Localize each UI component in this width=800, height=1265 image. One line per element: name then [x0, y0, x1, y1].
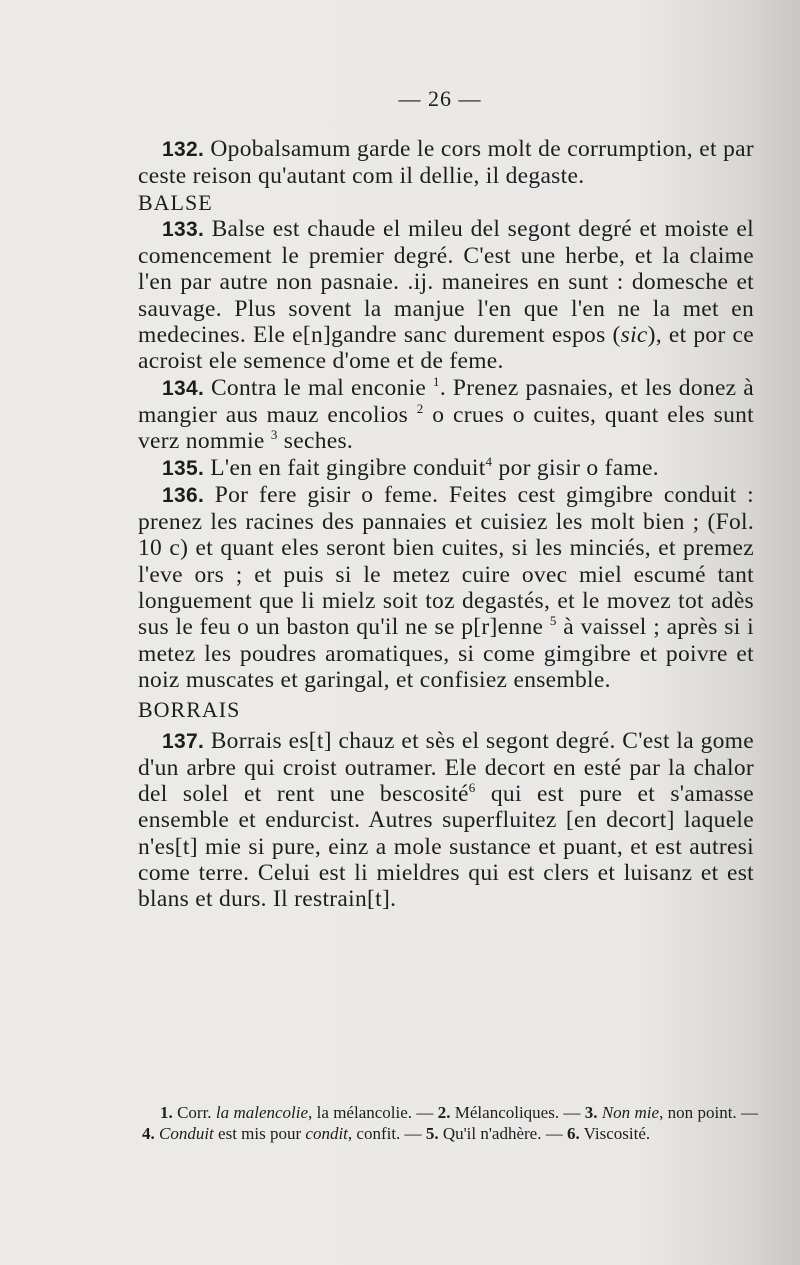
entry-text: seches. [277, 428, 354, 455]
footnote-number: 4. [142, 1124, 155, 1143]
footnote-number: 1. [160, 1103, 173, 1122]
section-heading-borrais: BORRAIS [138, 697, 241, 723]
footnote-number: 2. [437, 1103, 451, 1122]
footnote-text: , non point. — [659, 1103, 758, 1122]
footnote-italic: Conduit [159, 1124, 214, 1143]
section-heading-balse: BALSE [138, 189, 213, 215]
entry-number: 137. [162, 729, 205, 753]
entry-135 [138, 455, 754, 482]
entry-text: . Prenez pasnaies, et les donez à mangier aus mauz encolios [138, 374, 755, 428]
footnotes [142, 1102, 758, 1144]
entry-text: Por fere gisir o feme. Feites cest gimgibre conduit : prenez les racines des pannaies et cuisiez les molt bien ; (Fol. 10 c) et quant eles seront bien cuites, si les minciés, et premez l'eve ors ; et puis si le metez cuire ovec miel escumé tant longuement que li mielz soit toz degastés, et le movez tot adès sus le feu o un baston qu'il ne se p[r]enne [138, 481, 754, 641]
footnote-text: Qu'il n'adhère. — [442, 1124, 567, 1143]
entry-133 [138, 216, 754, 375]
main-text [138, 136, 754, 913]
footnote-ref: 1 [433, 373, 440, 389]
entry-number: 135. [162, 456, 205, 480]
footnote-number: 6. [566, 1124, 580, 1143]
footnote-ref: 2 [416, 401, 424, 417]
entry-number: 136. [162, 483, 205, 507]
entry-text: o crues o cuites, quant eles sunt verz nommie [138, 401, 755, 455]
footnote-text: , la mélancolie. — [308, 1103, 438, 1122]
entry-number: 133. [162, 217, 205, 241]
entry-text: L'en en fait gingibre conduit [210, 454, 486, 481]
footnote-ref: 6 [468, 780, 476, 796]
entry-text: Balse est chaude el mileu del segont degré et moiste el comencement le premier degré. C'est une herbe, et la claime l'en par autre non pasnaie. .ij. maneires en sunt : domesche et sauvage. Plus sovent la manjue l'en que l'en ne la met en medecines. Ele e[n]gandre sanc durement espos ( [138, 215, 754, 349]
entry-text: Borrais es[t] chauz et sès el segont degré. C'est la gome d'un arbre qui croist outramer. Ele decort en esté par la chalor del solel et rent une bescosité [138, 727, 754, 808]
footnote-block [142, 1102, 758, 1144]
footnote-ref: 4 [485, 453, 493, 469]
footnote-text: est mis pour [213, 1124, 306, 1143]
italic-sic: sic [620, 322, 648, 349]
footnote-ref: 3 [270, 427, 278, 443]
footnote-text: Corr. [177, 1103, 216, 1122]
footnote-text: Viscosité. [583, 1124, 651, 1143]
entry-134 [138, 375, 754, 455]
entry-text: Contra le mal enconie [210, 374, 434, 401]
footnote-text: Mélancoliques. — [454, 1103, 585, 1122]
entry-number: 132. [162, 138, 205, 161]
page-number: — 26 — [398, 86, 482, 111]
footnote-number: 3. [584, 1103, 598, 1122]
entry-text: qui est pure et s'amasse ensemble et endurcist. Autres superfluitez [en decort] laquele n'es[t] mie si pure, einz a mole sustance et puant, et est autresi come terre. Celui est li mieldres qui est clers et luisanz et est blans et durs. Il restrain[t]. [138, 781, 754, 913]
entry-text: por gisir o fame. [492, 454, 659, 481]
entry-number: 134. [162, 376, 205, 400]
footnote-number: 5. [425, 1124, 439, 1143]
entry-text: ), et por ce acroist ele semence d'ome et de feme. [138, 322, 755, 375]
footnote-italic: condit [305, 1124, 348, 1143]
footnote-italic: Non mie [601, 1103, 660, 1122]
entry-137 [138, 728, 754, 913]
entry-132 [138, 136, 754, 190]
entry-136 [138, 482, 754, 693]
footnote-italic: la malencolie [215, 1103, 309, 1122]
entry-text: Opobalsamum garde le cors molt de corrumption, et par ceste reison qu'autant com il dellie, il degaste. [138, 136, 754, 190]
entry-text: à vaissel ; après si i metez les poudres aromatiques, si come gimgibre et poivre et noiz muscates et garingal, et confisiez ensemble. [138, 614, 754, 693]
footnote-ref: 5 [549, 613, 557, 629]
footnote-text: , confit. — [347, 1124, 426, 1143]
